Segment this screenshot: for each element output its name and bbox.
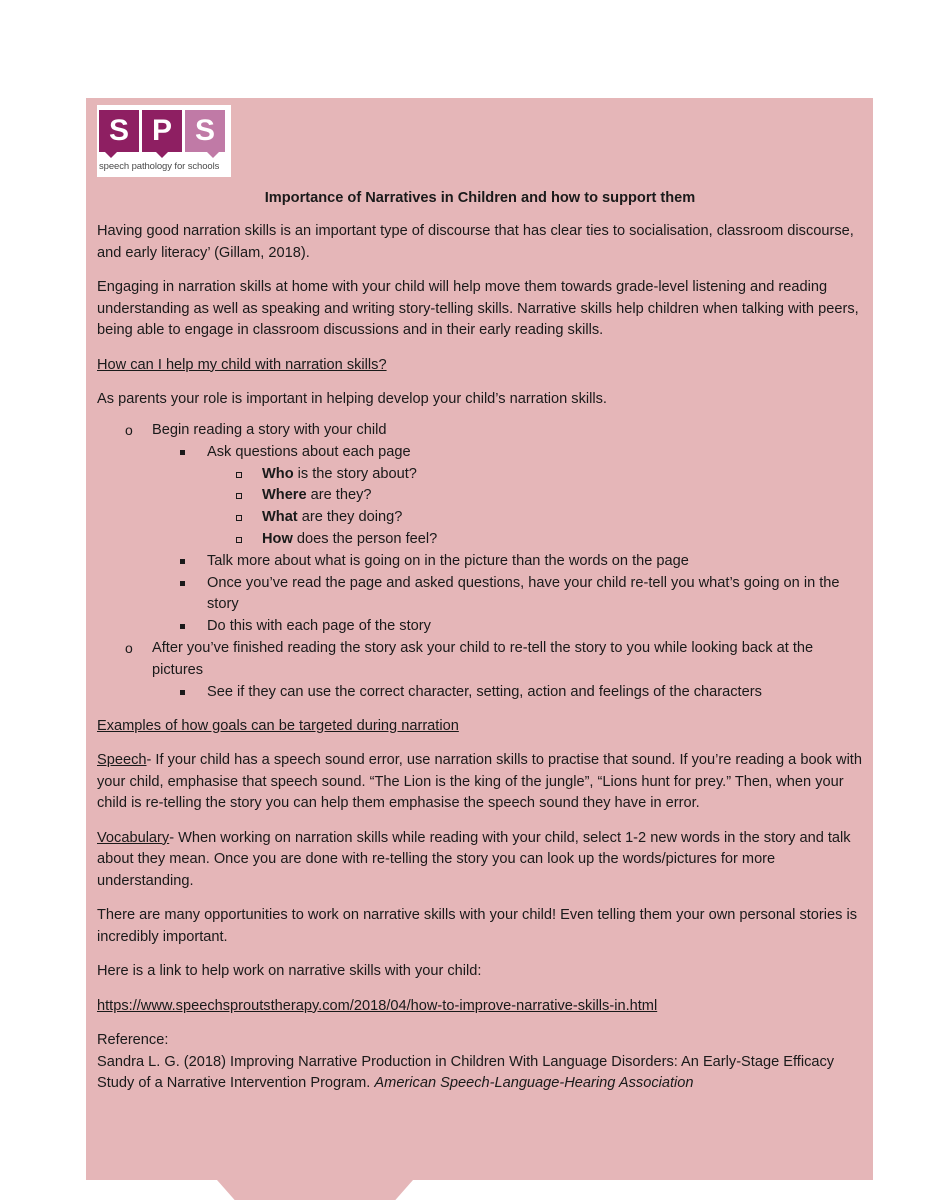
sub-list bbox=[152, 442, 863, 638]
square-bullet-icon bbox=[180, 690, 185, 695]
examples-heading: Examples of how goals can be targeted during narration bbox=[97, 717, 459, 734]
list-item bbox=[152, 442, 863, 551]
logo-letter-s1: S bbox=[99, 110, 139, 152]
question-text: are they doing? bbox=[297, 509, 403, 526]
square-bullet-icon bbox=[180, 581, 185, 586]
speech-label: Speech bbox=[97, 751, 147, 768]
vocabulary-paragraph bbox=[97, 828, 863, 893]
list-item-text: Begin reading a story with your child bbox=[152, 421, 387, 438]
list-item bbox=[207, 485, 863, 507]
list-item bbox=[97, 638, 863, 703]
question-keyword: Who bbox=[262, 465, 294, 482]
hollow-square-bullet-icon bbox=[236, 493, 242, 499]
sps-logo bbox=[97, 105, 231, 177]
square-bullet-icon bbox=[180, 450, 185, 455]
question-text: is the story about? bbox=[293, 465, 417, 482]
reference-citation bbox=[97, 1052, 863, 1096]
speech-text: - If your child has a speech sound error, use narration skills to practise that sound. If you’re reading a book with your child, emphasise that speech sound. “The Lion is the king of the jungle”, “Lions hunt for prey.” Then, when your child is re-telling the story you can help them emphasise the speech sound they have in error. bbox=[97, 751, 862, 812]
question-text: are they? bbox=[306, 487, 372, 504]
help-heading: How can I help my child with narration skills? bbox=[97, 356, 387, 373]
hollow-square-bullet-icon bbox=[236, 515, 242, 521]
list-item bbox=[207, 464, 863, 486]
reference-journal: American Speech-Language-Hearing Association bbox=[374, 1075, 694, 1092]
logo-tagline: speech pathology for schools bbox=[99, 161, 220, 172]
reference-text: Sandra L. G. (2018) Improving Narrative Production in Children With Language Disorders: An Early-Stage Efficacy Study of a Narrative Intervention Program. bbox=[97, 1053, 835, 1092]
question-list bbox=[207, 464, 863, 551]
document-title: Importance of Narratives in Children and how to support them bbox=[264, 190, 696, 206]
list-item bbox=[152, 551, 863, 573]
list-item-text: After you’ve finished reading the story ask your child to re-tell the story to you while looking back at the pictures bbox=[152, 639, 814, 678]
list-item bbox=[207, 529, 863, 551]
hollow-square-bullet-icon bbox=[236, 537, 242, 543]
vocabulary-text: - When working on narration skills while reading with your child, select 1-2 new words in the story and talk about they mean. Once you are done with re-telling the story you can look up the words/pictures for more understanding. bbox=[97, 829, 851, 890]
list-item bbox=[152, 573, 863, 617]
square-bullet-icon bbox=[180, 624, 185, 629]
parents-line: As parents your role is important in helping develop your child’s narration skills. bbox=[97, 390, 607, 407]
panel-bottom-tab bbox=[217, 1180, 413, 1200]
question-keyword: How bbox=[262, 530, 293, 547]
document-body bbox=[97, 188, 863, 1095]
list-item-text: Do this with each page of the story bbox=[207, 618, 431, 635]
reference-section bbox=[97, 1030, 863, 1095]
logo-letter-p: P bbox=[142, 110, 182, 152]
link-intro: Here is a link to help work on narrative skills with your child: bbox=[97, 963, 482, 980]
logo-letter-s2: S bbox=[185, 110, 225, 152]
question-text: does the person feel? bbox=[292, 530, 438, 547]
opportunities-paragraph: There are many opportunities to work on narrative skills with your child! Even telling them your own personal stories is incredibly important. bbox=[97, 907, 858, 946]
sub-list bbox=[152, 682, 863, 704]
list-item-text: Ask questions about each page bbox=[207, 443, 411, 460]
list-item-text: Once you’ve read the page and asked questions, have your child re-tell you what’s going on in the story bbox=[207, 574, 840, 613]
reference-label: Reference: bbox=[97, 1031, 169, 1048]
benefits-paragraph: Engaging in narration skills at home with your child will help move them towards grade-level listening and reading understanding as well as speaking and writing story-telling skills. Narrative skills help children when talking with peers, being able to engage in classroom discussions and in their early reading skills. bbox=[97, 278, 859, 339]
question-keyword: Where bbox=[262, 487, 307, 504]
question-keyword: What bbox=[262, 509, 298, 526]
list-item bbox=[152, 616, 863, 638]
square-bullet-icon bbox=[180, 559, 185, 564]
circle-bullet-icon: o bbox=[125, 639, 133, 656]
vocabulary-label: Vocabulary bbox=[97, 829, 170, 846]
narration-steps-list bbox=[97, 420, 863, 703]
resource-link[interactable]: https://www.speechsproutstherapy.com/2018/04/how-to-improve-narrative-skills-in.html bbox=[97, 997, 658, 1014]
list-item-text: See if they can use the correct character, setting, action and feelings of the characters bbox=[207, 683, 762, 700]
speech-paragraph bbox=[97, 750, 863, 815]
intro-paragraph: Having good narration skills is an important type of discourse that has clear ties to socialisation, classroom discourse, and early literacy’ (Gillam, 2018). bbox=[97, 222, 854, 261]
list-item-text: Talk more about what is going on in the picture than the words on the page bbox=[207, 552, 689, 569]
circle-bullet-icon: o bbox=[125, 421, 133, 438]
list-item bbox=[152, 682, 863, 704]
hollow-square-bullet-icon bbox=[236, 472, 242, 478]
list-item bbox=[207, 507, 863, 529]
list-item bbox=[97, 420, 863, 638]
